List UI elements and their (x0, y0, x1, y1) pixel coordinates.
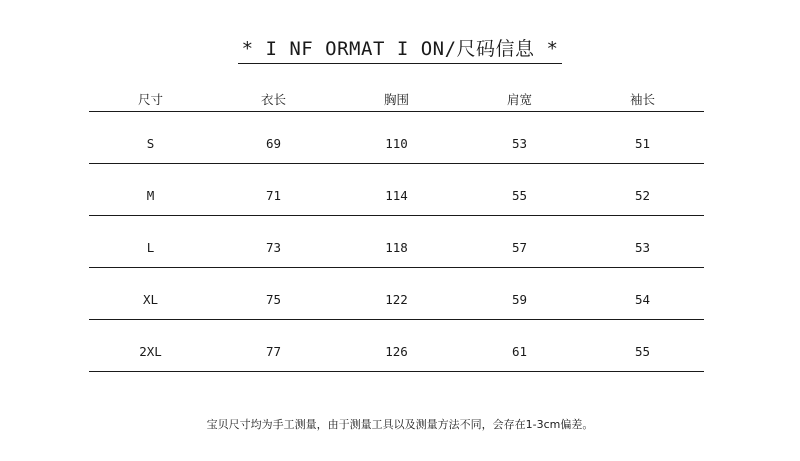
cell-chest: 114 (335, 164, 458, 216)
cell-length: 69 (212, 112, 335, 164)
cell-length: 71 (212, 164, 335, 216)
cell-sleeve: 55 (581, 320, 704, 372)
header-chest: 胸围 (335, 86, 458, 112)
cell-size: S (89, 112, 212, 164)
header-size: 尺寸 (89, 86, 212, 112)
cell-chest: 122 (335, 268, 458, 320)
cell-sleeve: 53 (581, 216, 704, 268)
table-row (89, 112, 704, 164)
cell-shoulder: 59 (458, 268, 581, 320)
cell-length: 77 (212, 320, 335, 372)
header-shoulder: 肩宽 (458, 86, 581, 112)
table-row (89, 164, 704, 216)
cell-shoulder: 61 (458, 320, 581, 372)
table-row (89, 216, 704, 268)
cell-size: 2XL (89, 320, 212, 372)
size-table (89, 86, 704, 372)
cell-length: 75 (212, 268, 335, 320)
cell-chest: 118 (335, 216, 458, 268)
table-row (89, 320, 704, 372)
cell-shoulder: 57 (458, 216, 581, 268)
measurement-note: 宝贝尺寸均为手工测量，由于测量工具以及测量方法不同，会存在1-3cm偏差。 (206, 418, 594, 431)
cell-shoulder: 53 (458, 112, 581, 164)
header-sleeve: 袖长 (581, 86, 704, 112)
page-title: * I NF ORMAT I ON/尺码信息 * (238, 34, 563, 64)
table-row (89, 268, 704, 320)
cell-size: XL (89, 268, 212, 320)
cell-chest: 126 (335, 320, 458, 372)
cell-sleeve: 52 (581, 164, 704, 216)
cell-sleeve: 51 (581, 112, 704, 164)
cell-chest: 110 (335, 112, 458, 164)
header-length: 衣长 (212, 86, 335, 112)
cell-size: M (89, 164, 212, 216)
cell-shoulder: 55 (458, 164, 581, 216)
cell-sleeve: 54 (581, 268, 704, 320)
title-container (0, 34, 800, 64)
cell-size: L (89, 216, 212, 268)
cell-length: 73 (212, 216, 335, 268)
table-header-row (89, 86, 704, 112)
